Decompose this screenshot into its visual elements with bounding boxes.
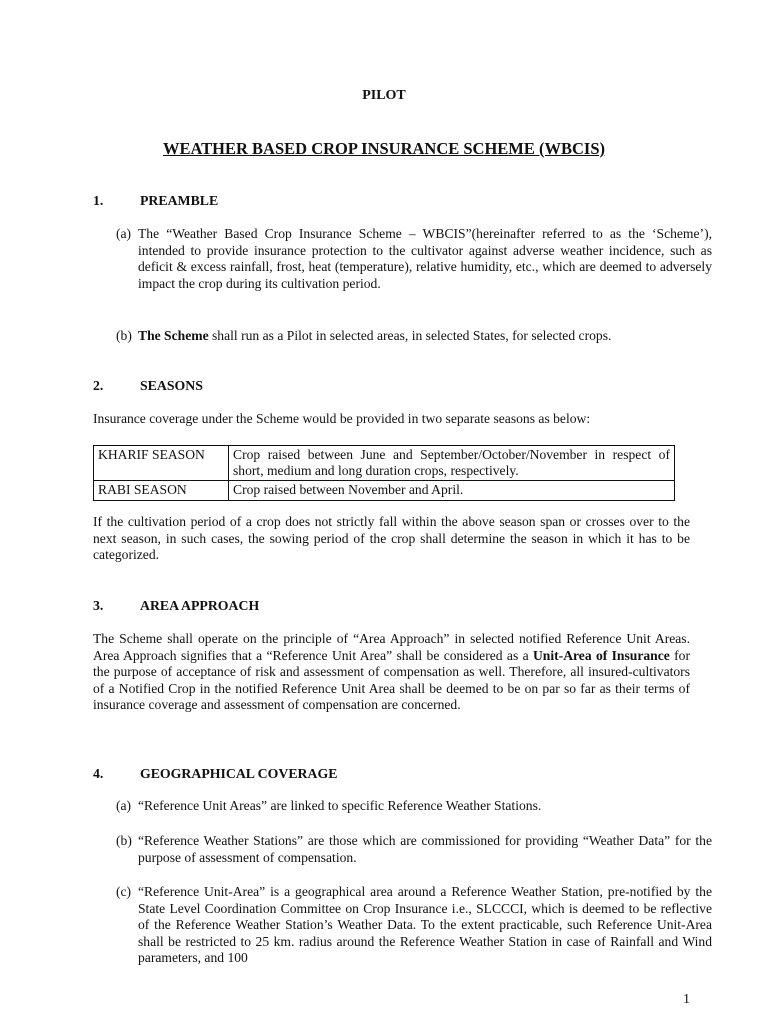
item-label: (b) (116, 328, 132, 343)
table-row (94, 446, 675, 481)
section-3-paragraph (93, 631, 690, 714)
item-text: “Reference Weather Stations” are those which are commissioned for providing “Weather Data” for the purpose of assessment of compensation. (138, 833, 712, 865)
paragraph-text: The Scheme shall operate on the principle of “Area Approach” in selected notified Reference Unit Areas. Area Approach signifies that a “Reference Unit Area” shall be considered as a (93, 631, 690, 663)
season-name-cell: KHARIF SEASON (94, 446, 229, 481)
section-2-heading (93, 378, 203, 395)
seasons-table (93, 445, 675, 501)
paragraph-text: for the purpose of acceptance of risk and assessment of compensation as well. Therefore, all insured-cultivators of a Notified Crop in the notified Reference Unit Area shall be deemed to be on par so far as their terms of insurance coverage and assessment of compensation are concerned. (93, 647, 691, 713)
document-title: WEATHER BASED CROP INSURANCE SCHEME (WBCIS) (162, 139, 606, 158)
item-text: “Reference Unit Areas” are linked to specific Reference Weather Stations. (138, 798, 542, 813)
section-3-title: AREA APPROACH (140, 598, 260, 613)
item-label: (a) (116, 798, 132, 813)
section-1-heading (93, 193, 218, 210)
item-label: (a) (116, 226, 132, 241)
section-3-number: 3. (93, 598, 104, 613)
section-2-number: 2. (93, 378, 104, 393)
item-text: The “Weather Based Crop Insurance Scheme – WBCIS”(hereinafter referred to as the ‘Scheme’), intended to provide insurance protection to the cultivator against adverse weather incidence, such as deficit & excess rainfall, frost, heat (temperature), relative humidity, etc., which are deemed to adversely impact the crop during its cultivation period. (138, 226, 712, 291)
item-bold-text: The Scheme (138, 328, 209, 343)
section-3-heading (93, 598, 259, 615)
season-description-cell: Crop raised between June and September/October/November in respect of short, medium and long duration crops, respectively. (229, 446, 675, 481)
section-1-item-a (116, 226, 712, 292)
item-text: shall run as a Pilot in selected areas, in selected States, for selected crops. (208, 328, 612, 343)
season-name-cell: RABI SEASON (94, 481, 229, 500)
page-number: 1 (683, 992, 690, 1007)
section-4-title: GEOGRAPHICAL COVERAGE (140, 766, 338, 781)
section-2-intro: Insurance coverage under the Scheme would be provided in two separate seasons as below: (93, 411, 591, 426)
item-text: “Reference Unit-Area” is a geographical area around a Reference Weather Station, pre-notified by the State Level Coordination Committee on Crop Insurance i.e., SLCCCI, which is deemed to be reflective of the Reference Weather Station’s Weather Data. To the extent practicable, such Reference Unit-Area shall be restricted to 25 km. radius around the Reference Weather Station in case of Rainfall and Wind parameters, and 100 (138, 884, 712, 966)
section-1-title: PREAMBLE (140, 193, 219, 208)
section-4-number: 4. (93, 766, 104, 781)
table-row (94, 481, 675, 500)
section-4-item-b (116, 833, 712, 866)
season-description-cell: Crop raised between November and April. (229, 481, 675, 500)
pilot-label: PILOT (362, 88, 406, 103)
item-label: (c) (116, 884, 132, 899)
section-2-note: If the cultivation period of a crop does not strictly fall within the above season span or crosses over to the next season, in such cases, the sowing period of the crop shall determine the season in which it has to be categorized. (93, 514, 690, 563)
section-4-heading (93, 766, 337, 783)
section-1-item-b (116, 328, 712, 345)
section-2-title: SEASONS (140, 378, 203, 393)
section-4-item-a (116, 798, 712, 815)
section-1-number: 1. (93, 193, 104, 208)
section-4-item-c (116, 884, 712, 967)
paragraph-bold-text: Unit-Area of Insurance (532, 647, 670, 663)
item-label: (b) (116, 833, 132, 848)
